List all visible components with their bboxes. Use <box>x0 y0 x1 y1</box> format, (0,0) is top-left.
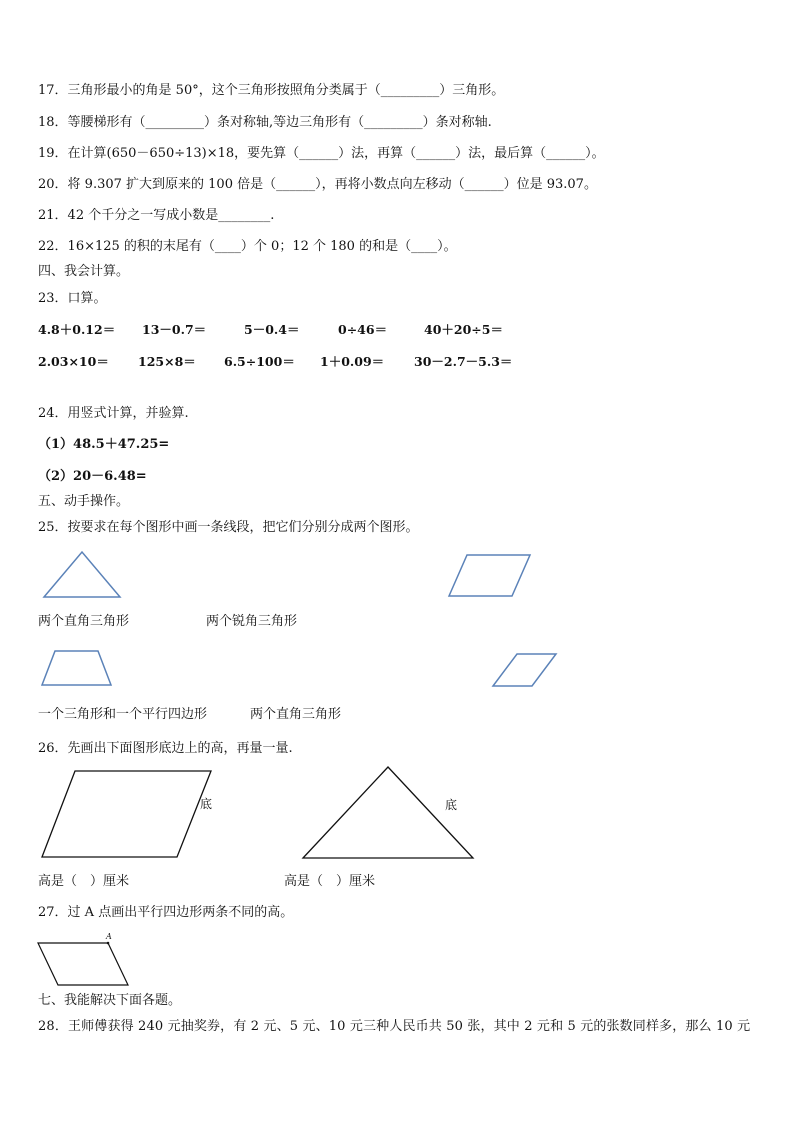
caption-acute-triangles: 两个锐角三角形 <box>206 614 298 629</box>
caption-right-triangles: 两个直角三角形 <box>38 614 130 629</box>
question-17: 17．三角形最小的角是 50°，这个三角形按照角分类属于（_________）三角形。 <box>38 83 505 98</box>
parallelogram-point-a-figure <box>38 943 128 985</box>
oral-calc-item: 6.5÷100＝ <box>224 354 295 369</box>
point-a-label: A <box>106 932 112 941</box>
triangle-height-figure <box>303 767 473 858</box>
oral-calc-item: 40＋20÷5＝ <box>424 322 503 337</box>
question-22: 22．16×125 的积的末尾有（____）个 0；12 个 180 的和是（____）。 <box>38 239 457 254</box>
base-label-parallelogram: 底 <box>200 797 213 811</box>
question-23: 23．口算。 <box>38 291 107 306</box>
oral-calc-item: 2.03×10＝ <box>38 354 109 369</box>
point-a-marker <box>107 942 110 945</box>
question-18: 18．等腰梯形有（_________）条对称轴,等边三角形有（_________）条对称轴. <box>38 115 492 130</box>
question-25: 25．按要求在每个图形中画一条线段，把它们分别分成两个图形。 <box>38 520 419 535</box>
triangle-figure <box>44 552 120 597</box>
question-26: 26．先画出下面图形底边上的高，再量一量. <box>38 741 293 756</box>
parallelogram-figure-2 <box>493 654 556 686</box>
oral-calc-item: 0÷46＝ <box>338 322 388 337</box>
section-4-title: 四、我会计算。 <box>38 264 130 279</box>
oral-calc-item: 5－0.4＝ <box>244 322 300 337</box>
question-28: 28．王师傅获得 240 元抽奖券，有 2 元、5 元、10 元三种人民币共 50 张，其中 2 元和 5 元的张数同样多，那么 10 元 <box>38 1019 751 1034</box>
oral-calc-item: 30－2.7－5.3＝ <box>414 354 513 369</box>
caption-triangle-parallelogram: 一个三角形和一个平行四边形 <box>38 707 208 722</box>
oral-calc-item: 13－0.7＝ <box>142 322 207 337</box>
section-7-title: 七、我能解决下面各题。 <box>38 993 182 1008</box>
oral-calc-item: 125×8＝ <box>138 354 196 369</box>
section-5-title: 五、动手操作。 <box>38 494 130 509</box>
question-27: 27．过 A 点画出平行四边形两条不同的高。 <box>38 905 294 920</box>
question-21: 21．42 个千分之一写成小数是________. <box>38 208 275 223</box>
parallelogram-height-figure <box>42 771 211 857</box>
base-label-triangle: 底 <box>445 798 458 812</box>
parallelogram-figure-1 <box>449 555 530 596</box>
height-answer-parallelogram: 高是（ ）厘米 <box>38 874 130 889</box>
height-answer-triangle: 高是（ ）厘米 <box>284 874 376 889</box>
trapezoid-figure <box>42 651 111 685</box>
caption-right-triangles-2: 两个直角三角形 <box>250 707 342 722</box>
question-24: 24．用竖式计算，并验算. <box>38 406 189 421</box>
question-20: 20．将 9.307 扩大到原来的 100 倍是（______），再将小数点向左移动（______）位是 93.07。 <box>38 177 597 192</box>
question-24-part-1: （1）48.5＋47.25= <box>38 437 170 452</box>
question-24-part-2: （2）20－6.48= <box>38 469 147 484</box>
oral-calc-item: 1＋0.09＝ <box>320 354 385 369</box>
question-19: 19．在计算(650－650÷13)×18，要先算（______）法，再算（______）法，最后算（______）。 <box>38 146 605 161</box>
oral-calc-item: 4.8＋0.12＝ <box>38 322 116 337</box>
